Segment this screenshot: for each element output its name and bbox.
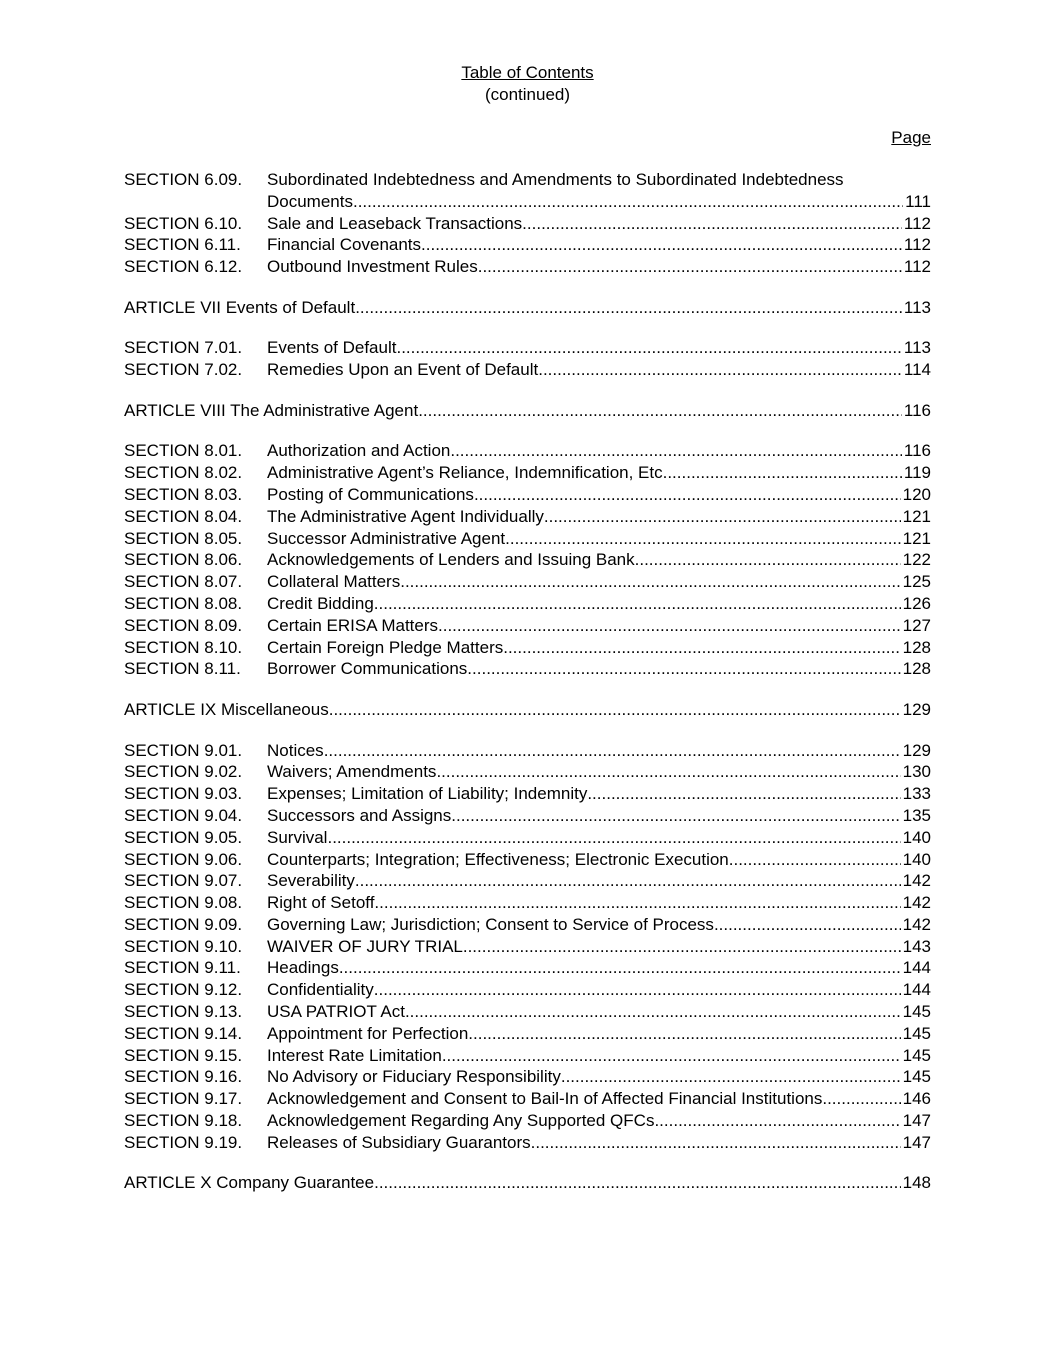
section-title-cell [267, 637, 931, 659]
toc-section-row[interactable] [124, 1045, 931, 1067]
toc-section-row[interactable] [124, 658, 931, 680]
dot-leader [329, 699, 901, 721]
section-number: SECTION 9.10. [124, 936, 243, 956]
section-title: Administrative Agent’s Reliance, Indemnification, Etc [267, 463, 663, 483]
section-number: SECTION 9.06. [124, 849, 243, 869]
toc-section-row[interactable] [124, 440, 931, 462]
page-number: 130 [902, 762, 931, 782]
section-title: Successors and Assigns [267, 805, 452, 825]
section-title: Releases of Subsidiary Guarantors. [267, 1132, 536, 1152]
dot-leader [635, 549, 901, 571]
section-title: Survival [267, 827, 328, 847]
page-number: 116 [903, 441, 931, 461]
section-title: Notices [267, 740, 324, 760]
dot-leader [505, 528, 901, 550]
section-number: SECTION 9.03. [124, 784, 243, 804]
section-title-cell [267, 213, 931, 235]
section-title-cell [267, 761, 931, 783]
page-number: 129 [902, 740, 931, 760]
dot-leader [463, 936, 901, 958]
section-title: Borrower Communications [267, 659, 468, 679]
section-title: Acknowledgement Regarding Any Supported QFCs [267, 1111, 655, 1131]
page-number: 144 [902, 958, 931, 978]
dot-leader [468, 1023, 900, 1045]
section-title-cell [267, 1088, 931, 1110]
section-number: SECTION 9.16. [124, 1067, 243, 1087]
page-number: 112 [903, 213, 931, 233]
dot-leader [538, 359, 902, 381]
section-title: Headings [267, 958, 339, 978]
dot-leader [324, 740, 901, 762]
section-title: Posting of Communications [267, 484, 474, 504]
toc-section-row[interactable] [124, 761, 931, 783]
page-number: 142 [902, 871, 931, 891]
section-number: SECTION 8.10. [124, 637, 243, 657]
section-title: No Advisory or Fiduciary Responsibility [267, 1067, 561, 1087]
section-title: Severability [267, 871, 355, 891]
section-title-cell [267, 528, 931, 550]
toc-section-row[interactable] [124, 571, 931, 593]
page-number: 113 [903, 338, 931, 358]
section-title-cell [267, 593, 931, 615]
page-number: 125 [902, 572, 931, 592]
section-title-cell [267, 462, 931, 484]
section-title: USA PATRIOT Act [267, 1002, 405, 1022]
article-title: ARTICLE IX Miscellaneous [124, 699, 329, 719]
toc-article-row[interactable] [124, 1172, 931, 1194]
section-number: SECTION 8.07. [124, 572, 243, 592]
page-number: 147 [902, 1111, 931, 1131]
section-title-cell [267, 805, 931, 827]
toc-section-row[interactable] [124, 849, 931, 871]
dot-leader [714, 914, 901, 936]
section-title: Acknowledgements of Lenders and Issuing Bank [267, 550, 635, 570]
page-number: 145 [902, 1023, 931, 1043]
toc-heading [0, 62, 1055, 106]
article-title: ARTICLE VIII The Administrative Agent [124, 400, 419, 420]
dot-leader [355, 870, 901, 892]
page-number: 128 [902, 659, 931, 679]
page-number: 143 [902, 936, 931, 956]
toc-list [124, 169, 931, 1213]
toc-section-row[interactable] [124, 593, 931, 615]
section-number: SECTION 9.02. [124, 762, 243, 782]
page-number: 121 [902, 506, 931, 526]
section-title-cell [267, 1066, 931, 1088]
page-number: 145 [902, 1067, 931, 1087]
page-number: 146 [902, 1089, 931, 1109]
page-number: 142 [902, 914, 931, 934]
toc-section-row[interactable] [124, 462, 931, 484]
section-title-cell [267, 1023, 931, 1045]
section-number: SECTION 6.10. [124, 213, 243, 233]
toc-section-row[interactable] [124, 1132, 931, 1154]
dot-leader [450, 440, 902, 462]
dot-leader [405, 1001, 901, 1023]
section-title: Expenses; Limitation of Liability; Indemnity [267, 784, 588, 804]
toc-section-row[interactable] [124, 892, 931, 914]
section-title-cell [267, 484, 931, 506]
toc-section-row[interactable] [124, 870, 931, 892]
section-number: SECTION 7.01. [124, 338, 243, 358]
section-title: Outbound Investment Rules [267, 257, 478, 277]
section-number: SECTION 6.11. [124, 235, 241, 255]
toc-section-row[interactable] [124, 783, 931, 805]
toc-section-row[interactable] [124, 234, 931, 256]
dot-leader [478, 256, 902, 278]
article-title-cell [124, 297, 931, 319]
section-title-cell [267, 892, 931, 914]
dot-leader [418, 400, 902, 422]
dot-leader [421, 234, 902, 256]
toc-section-row[interactable] [124, 506, 931, 528]
section-title-cell [267, 1132, 931, 1154]
page-number: 128 [902, 637, 931, 657]
section-title: Financial Covenants [267, 235, 422, 255]
page-number: 135 [902, 805, 931, 825]
section-number: SECTION 9.18. [124, 1111, 243, 1131]
dot-leader [374, 892, 900, 914]
section-title-cell [267, 957, 931, 979]
toc-section-row[interactable] [124, 528, 931, 550]
section-number: SECTION 8.02. [124, 463, 243, 483]
dot-leader [396, 337, 901, 359]
section-title-cell [267, 234, 931, 256]
toc-section-row[interactable] [124, 213, 931, 235]
page-number: 126 [902, 593, 931, 613]
section-title-cell [267, 571, 931, 593]
toc-section-row[interactable] [124, 936, 931, 958]
section-title-cell [267, 783, 931, 805]
section-title: Right of Setoff [267, 893, 375, 913]
section-number: SECTION 9.11. [124, 958, 241, 978]
section-number: SECTION 9.15. [124, 1045, 243, 1065]
section-number: SECTION 6.09. [124, 170, 243, 189]
dot-leader [822, 1088, 900, 1110]
section-title: WAIVER OF JURY TRIAL [267, 936, 463, 956]
page-number: 133 [902, 784, 931, 804]
section-title: Sale and Leaseback Transactions [267, 213, 523, 233]
section-title-cell [267, 337, 931, 359]
page-column-label: Page [891, 128, 931, 147]
page-number: 112 [903, 257, 931, 277]
dot-leader [535, 1132, 900, 1154]
section-number: SECTION 8.03. [124, 484, 243, 504]
section-number: SECTION 9.09. [124, 914, 243, 934]
toc-section-row[interactable] [124, 615, 931, 637]
dot-leader [374, 593, 901, 615]
dot-leader [587, 783, 900, 805]
toc-section-row[interactable] [124, 1001, 931, 1023]
dot-leader [561, 1066, 901, 1088]
page-number: 113 [903, 297, 931, 317]
toc-section-row[interactable] [124, 1066, 931, 1088]
section-title: Counterparts; Integration; Effectiveness; Electronic Execution [267, 849, 729, 869]
toc-article-row[interactable] [124, 297, 931, 319]
article-title-cell [124, 1172, 931, 1194]
section-title-cell [267, 191, 931, 213]
section-number: SECTION 9.13. [124, 1002, 243, 1022]
section-title: Waivers; Amendments [267, 762, 437, 782]
article-title-cell [124, 400, 931, 422]
section-title-cell [267, 506, 931, 528]
section-title-cell [267, 359, 931, 381]
toc-section-row[interactable] [124, 359, 931, 381]
toc-section-row[interactable] [124, 740, 931, 762]
section-title-cell [267, 936, 931, 958]
section-number: SECTION 9.04. [124, 805, 243, 825]
section-title-cell [267, 549, 931, 571]
dot-leader [503, 637, 900, 659]
toc-section-row[interactable] [124, 1023, 931, 1045]
section-number: SECTION 9.01. [124, 740, 243, 760]
dot-leader [663, 462, 902, 484]
section-title-cell [267, 658, 931, 680]
toc-section-row[interactable] [124, 169, 931, 191]
page-number: 116 [903, 400, 931, 420]
page-number: 127 [902, 615, 931, 635]
toc-section-row[interactable] [124, 337, 931, 359]
dot-leader [355, 297, 902, 319]
article-title: ARTICLE X Company Guarantee [124, 1173, 375, 1193]
page-number: 121 [902, 528, 931, 548]
toc-section-row[interactable] [124, 484, 931, 506]
section-number: SECTION 8.05. [124, 528, 243, 548]
dot-leader [353, 191, 903, 213]
section-number: SECTION 9.05. [124, 827, 243, 847]
page-number: 120 [902, 484, 931, 504]
section-title-cell [267, 870, 931, 892]
section-title: Acknowledgement and Consent to Bail-In of Affected Financial Institutions [267, 1089, 823, 1109]
section-title: Confidentiality [267, 980, 374, 1000]
toc-section-row[interactable] [124, 256, 931, 278]
section-number: SECTION 9.07. [124, 871, 243, 891]
toc-section-row[interactable] [124, 637, 931, 659]
section-title-cell [267, 440, 931, 462]
section-title-cell [267, 827, 931, 849]
page-number: 129 [902, 699, 931, 719]
section-title: Credit Bidding [267, 593, 374, 613]
dot-leader [654, 1110, 900, 1132]
section-number: SECTION 8.08. [124, 593, 243, 613]
page-number: 112 [903, 235, 931, 255]
section-title-cell [267, 1110, 931, 1132]
section-number: SECTION 9.17. [124, 1089, 243, 1109]
page-number: 145 [902, 1002, 931, 1022]
page-number: 111 [905, 191, 931, 211]
section-number: SECTION 8.06. [124, 550, 243, 570]
page-number: 147 [902, 1132, 931, 1152]
dot-leader [522, 213, 902, 235]
article-title: ARTICLE VII Events of Default [124, 297, 356, 317]
section-number: SECTION 8.04. [124, 506, 243, 526]
section-title: Authorization and Action [267, 441, 451, 461]
section-number: SECTION 9.19. [124, 1132, 243, 1152]
dot-leader [400, 571, 900, 593]
page-number: 122 [902, 550, 931, 570]
section-title-cell [267, 1045, 931, 1067]
toc-section-row[interactable] [124, 914, 931, 936]
page-number: 142 [902, 893, 931, 913]
toc-section-row[interactable] [124, 1088, 931, 1110]
page-number: 119 [903, 463, 931, 483]
page-number: 114 [903, 360, 931, 380]
dot-leader [374, 979, 901, 1001]
dot-leader [327, 827, 900, 849]
toc-section-row[interactable] [124, 827, 931, 849]
section-title-cell [267, 849, 931, 871]
toc-section-row[interactable] [124, 1110, 931, 1132]
dot-leader [339, 957, 901, 979]
section-title: Remedies Upon an Event of Default [267, 360, 539, 380]
page-number: 144 [902, 980, 931, 1000]
dot-leader [729, 849, 901, 871]
section-title: Collateral Matters [267, 572, 401, 592]
section-number: SECTION 9.08. [124, 893, 243, 913]
section-title-cell [267, 1001, 931, 1023]
dot-leader [438, 615, 901, 637]
toc-section-row-continued[interactable] [124, 191, 931, 213]
section-title-cell [267, 914, 931, 936]
dot-leader [474, 484, 901, 506]
toc-article-row[interactable] [124, 400, 931, 422]
dot-leader [467, 658, 900, 680]
page-number: 148 [902, 1173, 931, 1193]
section-title-cell [267, 740, 931, 762]
section-number: SECTION 8.01. [124, 441, 243, 461]
section-number: SECTION 6.12. [124, 257, 243, 277]
section-title: Certain Foreign Pledge Matters [267, 637, 504, 657]
toc-section-row[interactable] [124, 805, 931, 827]
toc-section-row[interactable] [124, 957, 931, 979]
section-number: SECTION 7.02. [124, 360, 243, 380]
section-title: Appointment for Perfection [267, 1023, 469, 1043]
dot-leader [451, 805, 900, 827]
section-title-cell [267, 256, 931, 278]
dot-leader [442, 1045, 901, 1067]
section-number: SECTION 8.11. [124, 659, 241, 679]
section-title: Interest Rate Limitation [267, 1045, 442, 1065]
page-number: 140 [902, 849, 931, 869]
page-number: 145 [902, 1045, 931, 1065]
section-title: Documents [267, 191, 353, 211]
section-title-cell [267, 979, 931, 1001]
section-number: SECTION 8.09. [124, 615, 243, 635]
section-title: Events of Default [267, 338, 397, 358]
toc-title: Table of Contents [461, 63, 594, 82]
dot-leader [374, 1172, 901, 1194]
section-title-cell [267, 615, 931, 637]
section-number: SECTION 9.12. [124, 980, 243, 1000]
toc-section-row[interactable] [124, 549, 931, 571]
toc-section-row[interactable] [124, 979, 931, 1001]
article-title-cell [124, 699, 931, 721]
toc-subtitle: (continued) [484, 85, 571, 104]
page-number: 140 [902, 827, 931, 847]
dot-leader [436, 761, 900, 783]
section-title: Certain ERISA Matters [267, 615, 439, 635]
section-number: SECTION 9.14. [124, 1023, 243, 1043]
section-title: Successor Administrative Agent [267, 528, 506, 548]
toc-article-row[interactable] [124, 699, 931, 721]
section-title: Governing Law; Jurisdiction; Consent to Service of Process [267, 914, 714, 934]
section-title: The Administrative Agent Individually [267, 506, 544, 526]
dot-leader [544, 506, 901, 528]
section-title-line1: Subordinated Indebtedness and Amendments to Subordinated Indebtedness [267, 170, 844, 189]
